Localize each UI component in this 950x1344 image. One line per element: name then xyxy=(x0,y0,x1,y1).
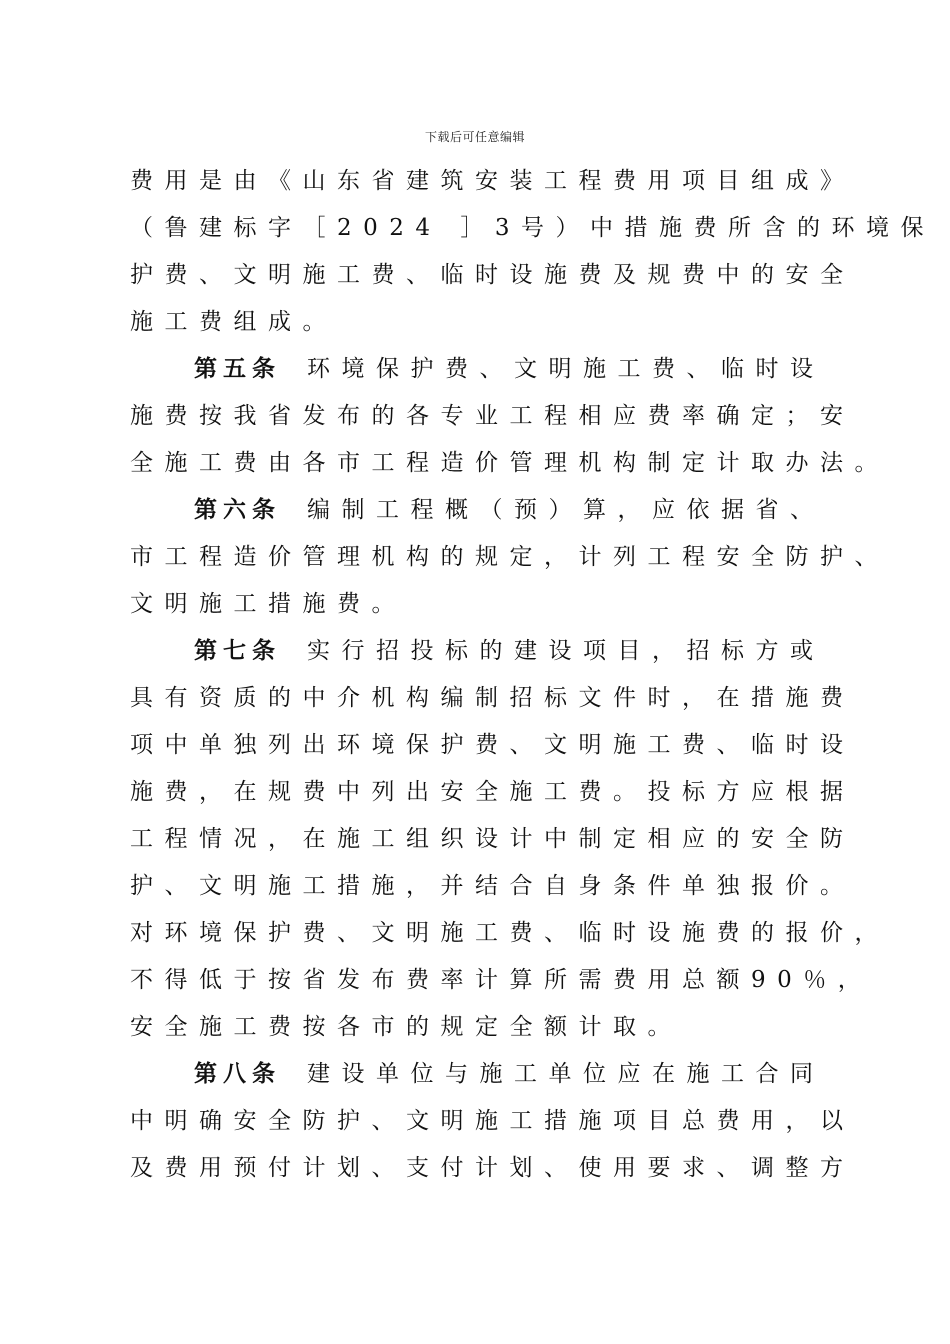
article-text: 环境保护费、文明施工费、临时设 xyxy=(307,356,825,382)
text-line: 项中单独列出环境保护费、文明施工费、临时设 xyxy=(130,732,855,758)
text-line: 工程情况，在施工组织设计中制定相应的安全防 xyxy=(130,826,855,852)
article-title: 第七条 xyxy=(194,638,281,664)
text-line: 费用是由《山东省建筑安装工程费用项目组成》 xyxy=(130,168,855,194)
text-line xyxy=(130,487,830,534)
paragraph-article-7 xyxy=(130,628,889,1051)
text-line: 安全施工费按各市的规定全额计取。 xyxy=(130,1014,682,1040)
text-line: 中明确安全防护、文明施工措施项目总费用，以 xyxy=(130,1108,855,1134)
text-line xyxy=(130,628,830,675)
text-line: 护费、文明施工费、临时设施费及规费中的安全 xyxy=(130,262,855,288)
paragraph-continuation xyxy=(130,158,935,346)
text-line xyxy=(130,1051,830,1098)
paragraph-article-5 xyxy=(130,346,889,487)
article-title: 第五条 xyxy=(194,356,281,382)
body-text xyxy=(130,158,935,1192)
text-line: 施费按我省发布的各专业工程相应费率确定；安 xyxy=(130,403,855,429)
text-line: 市工程造价管理机构的规定，计列工程安全防护、 xyxy=(130,544,889,570)
paragraph-article-6 xyxy=(130,487,889,628)
text-line: 施费，在规费中列出安全施工费。投标方应根据 xyxy=(130,779,855,805)
text-line: （鲁建标字［2024 ］3号）中措施费所含的环境保 xyxy=(130,215,935,241)
text-line: 护、文明施工措施，并结合自身条件单独报价。 xyxy=(130,873,855,899)
paragraph-article-8 xyxy=(130,1051,855,1192)
text-line: 施工费组成。 xyxy=(130,309,337,335)
article-title: 第六条 xyxy=(194,497,281,523)
text-line: 具有资质的中介机构编制招标文件时，在措施费 xyxy=(130,685,855,711)
text-line: 不得低于按省发布费率计算所需费用总额90％， xyxy=(130,967,873,993)
text-line: 对环境保护费、文明施工费、临时设施费的报价， xyxy=(130,920,889,946)
text-line: 全施工费由各市工程造价管理机构制定计取办法。 xyxy=(130,450,889,476)
header-note: 下载后可任意编辑 xyxy=(424,130,525,144)
article-text: 编制工程概（预）算，应依据省、 xyxy=(307,497,825,523)
text-line xyxy=(130,346,830,393)
article-text: 建设单位与施工单位应在施工合同 xyxy=(307,1061,825,1087)
text-line: 及费用预付计划、支付计划、使用要求、调整方 xyxy=(130,1155,855,1181)
article-title: 第八条 xyxy=(194,1061,281,1087)
text-line: 文明施工措施费。 xyxy=(130,591,406,617)
article-text: 实行招投标的建设项目，招标方或 xyxy=(307,638,825,664)
